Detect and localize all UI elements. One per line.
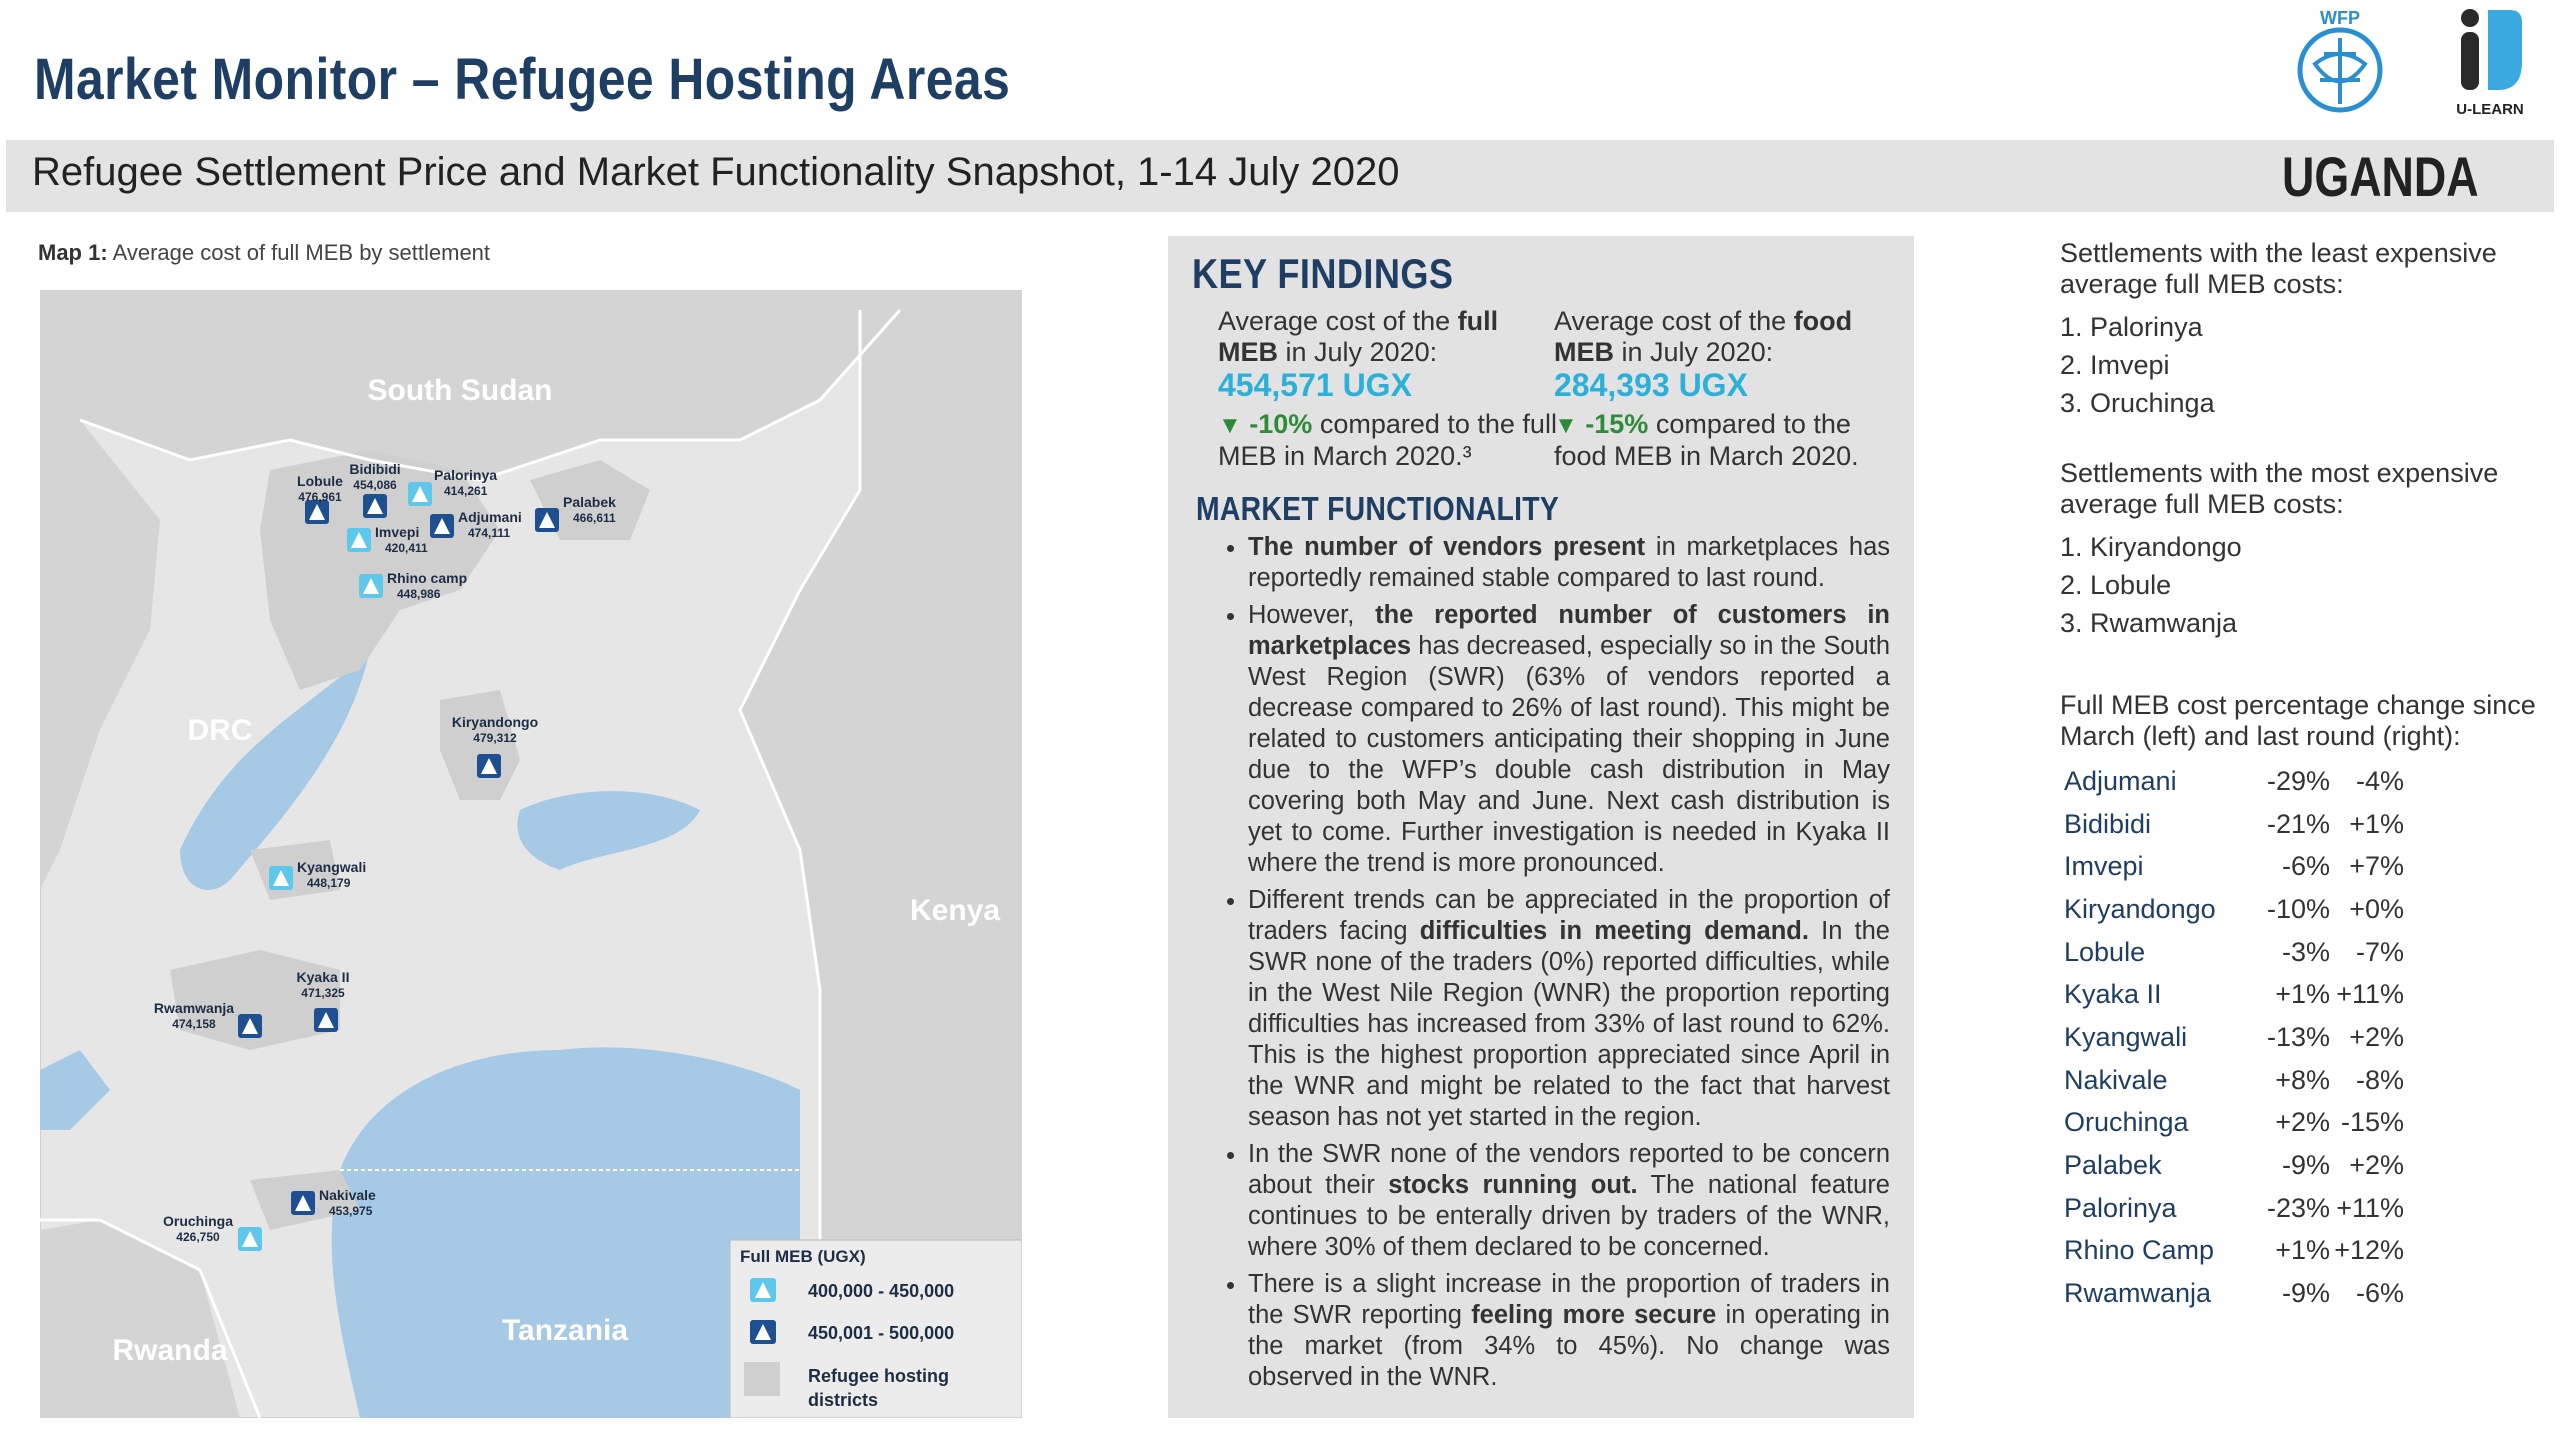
label-south-sudan: South Sudan	[367, 374, 553, 407]
last-round-change-cell: +12%	[2334, 1235, 2404, 1266]
settlement-value: 471,325	[301, 986, 345, 1000]
march-change-cell: +1%	[2275, 1235, 2330, 1266]
country-label: UGANDA	[2282, 145, 2479, 208]
least-expensive-list	[2060, 308, 2540, 422]
settlement-marker-icon	[238, 1014, 262, 1038]
label-drc: DRC	[187, 714, 253, 747]
uganda-map	[40, 290, 1022, 1418]
label-rwanda: Rwanda	[112, 1334, 228, 1367]
settlement-name: Adjumani	[458, 509, 522, 525]
bullet-item: • The number of vendors present in marketplaces has reportedly remained stable compared to last round.	[1248, 532, 1890, 594]
last-round-change-cell: -4%	[2355, 765, 2404, 796]
most-expensive-heading: Settlements with the most expensive average full MEB costs:	[2060, 458, 2499, 519]
page-subtitle: Refugee Settlement Price and Market Functionality Snapshot, 1-14 July 2020	[32, 150, 1400, 194]
settlement-name-cell: Kyaka II	[2064, 979, 2162, 1010]
march-change-cell: -9%	[2281, 1278, 2330, 1309]
settlement-name-cell: Kyangwali	[2064, 1021, 2188, 1052]
page-title: Market Monitor – Refugee Hosting Areas	[34, 47, 1011, 112]
settlement-value: 448,179	[307, 876, 351, 890]
food-meb-value: 284,393 UGX	[1554, 367, 1748, 403]
label-kenya: Kenya	[909, 894, 1001, 927]
wfp-logo-text: WFP	[2320, 8, 2360, 28]
map-legend	[730, 1240, 1022, 1418]
settlement-value: 454,086	[353, 478, 397, 492]
table-row	[2060, 803, 2404, 846]
march-change-cell: -23%	[2266, 1192, 2330, 1223]
last-round-change-cell: -8%	[2355, 1064, 2404, 1095]
legend-low-icon	[750, 1278, 776, 1302]
march-change-cell: -29%	[2266, 765, 2330, 796]
settlement-name-cell: Rwamwanja	[2064, 1278, 2212, 1309]
settlement-name-cell: Palorinya	[2064, 1192, 2177, 1223]
last-round-change-cell: -7%	[2355, 936, 2404, 967]
march-change-cell: -3%	[2281, 936, 2330, 967]
settlement-value: 414,261	[444, 484, 488, 498]
settlement-name-cell: Bidibidi	[2064, 808, 2152, 839]
table-row	[2060, 1230, 2404, 1273]
settlement-name: Rwamwanja	[153, 1000, 235, 1016]
settlement-marker-icon	[269, 866, 293, 890]
market-functionality-title: MARKET FUNCTIONALITY	[1196, 490, 1560, 527]
change-heading: Full MEB cost percentage change since March (left) and last round (right):	[2060, 690, 2536, 751]
settlement-name-cell: Adjumani	[2064, 765, 2177, 796]
march-change-cell: -13%	[2266, 1021, 2330, 1052]
settlement-name: Kyangwali	[297, 859, 367, 875]
map-caption-text: Average cost of full MEB by settlement	[112, 240, 491, 265]
bullet-item: • However, the reported number of customers in marketplaces has decreased, especially so in the South West Region (SWR) (63% of vendors reported a decrease compared to 26% of last round). This might be related to customers anticipating their shopping in June due to the WFP’s double cash distribution in May covering both May and June. Next cash distribution is yet to come. Further investigation is needed in Kyaka II where the trend is more pronounced.	[1248, 600, 1890, 879]
table-row	[2060, 1187, 2404, 1230]
legend-title: Full MEB (UGX)	[740, 1247, 866, 1266]
settlement-name: Imvepi	[375, 524, 420, 540]
least-expensive-heading: Settlements with the least expensive average full MEB costs:	[2060, 238, 2497, 299]
full-meb-description: Average cost of the full MEB in July 2020:	[1218, 306, 1499, 367]
map-caption	[38, 240, 490, 266]
legend-district-swatch	[744, 1362, 780, 1396]
bullet-item: • Different trends can be appreciated in the proportion of traders facing difficulties in meeting demand. In the SWR none of the traders (0%) reported difficulties, while in the West Nile Region (WNR) the proportion reporting difficulties has increased from 33% of last round to 62%. This is the highest proportion appreciated since April in the WNR and might be related to the fact that harvest season has not yet started in the region.	[1248, 885, 1890, 1133]
march-change-cell: +2%	[2275, 1107, 2330, 1138]
list-item: 3. Rwamwanja	[2060, 608, 2238, 638]
settlement-rankings	[2060, 238, 2540, 1315]
settlement-value: 474,111	[468, 526, 511, 540]
table-row	[2060, 1059, 2404, 1102]
settlement-value: 479,312	[473, 731, 517, 745]
last-round-change-cell: -6%	[2355, 1278, 2404, 1309]
ulearn-logo	[2440, 4, 2540, 120]
down-triangle-icon: ▼	[1218, 412, 1242, 439]
most-expensive-list	[2060, 528, 2540, 642]
settlement-name: Oruchinga	[162, 1213, 234, 1229]
settlement-marker-icon	[291, 1191, 315, 1215]
legend-district-label: Refugee hosting districts	[808, 1366, 950, 1410]
wfp-logo	[2280, 4, 2400, 120]
table-row	[2060, 1272, 2404, 1315]
march-change-cell: +8%	[2275, 1064, 2330, 1095]
full-meb-change: ▼ -10% compared to the full MEB in March 2020.³	[1218, 409, 1557, 471]
table-row	[2060, 931, 2404, 974]
settlement-name: Kyaka II	[296, 969, 350, 985]
march-change-cell: -10%	[2266, 893, 2330, 924]
settlement-name: Rhino camp	[387, 570, 468, 586]
full-meb-value: 454,571 UGX	[1218, 367, 1412, 403]
settlement-value: 420,411	[385, 541, 428, 555]
last-round-change-cell: +11%	[2336, 979, 2404, 1010]
settlement-name-cell: Oruchinga	[2064, 1107, 2189, 1138]
settlement-name-cell: Lobule	[2064, 936, 2146, 967]
list-item: 2. Imvepi	[2060, 350, 2170, 380]
last-round-change-cell: +1%	[2349, 808, 2404, 839]
settlement-name-cell: Nakivale	[2064, 1064, 2168, 1095]
table-row	[2060, 1102, 2404, 1145]
table-row	[2060, 1016, 2404, 1059]
bullet-item: • There is a slight increase in the proportion of traders in the SWR reporting feeling more secure in operating in the market (from 34% to 45%). No change was observed in the WNR.	[1248, 1269, 1890, 1393]
last-round-change-cell: +0%	[2349, 893, 2404, 924]
settlement-name-cell: Rhino Camp	[2064, 1235, 2215, 1266]
legend-low-label: 400,000 - 450,000	[808, 1281, 955, 1301]
settlement-value: 448,986	[397, 587, 441, 601]
settlement-marker-icon	[408, 482, 432, 506]
settlement-marker-icon	[430, 514, 454, 538]
last-round-change-cell: +11%	[2336, 1192, 2404, 1223]
market-functionality-bullets	[1200, 532, 1890, 1399]
table-row	[2060, 845, 2404, 888]
settlement-marker-icon	[477, 754, 501, 778]
settlement-marker-icon	[359, 574, 383, 598]
settlement-value: 426,750	[176, 1230, 220, 1244]
settlement-name: Nakivale	[319, 1187, 376, 1203]
last-round-change-cell: +7%	[2349, 851, 2404, 882]
list-item: 1. Kiryandongo	[2060, 532, 2242, 562]
change-table	[2060, 760, 2404, 1315]
legend-high-icon	[750, 1320, 776, 1344]
march-change-cell: -9%	[2281, 1150, 2330, 1181]
settlement-name: Lobule	[297, 473, 343, 489]
label-tanzania: Tanzania	[501, 1314, 629, 1347]
food-meb-finding	[1554, 306, 1894, 472]
ulearn-logo-text: U-LEARN	[2456, 101, 2524, 118]
march-change-cell: -6%	[2281, 851, 2330, 882]
down-triangle-icon: ▼	[1554, 412, 1578, 439]
full-meb-finding	[1218, 306, 1558, 472]
key-findings-panel	[1168, 236, 1914, 1418]
last-round-change-cell: +2%	[2349, 1150, 2404, 1181]
legend-high-label: 450,001 - 500,000	[808, 1323, 955, 1343]
map-caption-label: Map 1:	[38, 240, 108, 265]
settlement-name: Palabek	[563, 494, 616, 510]
settlement-name: Bidibidi	[349, 461, 401, 477]
settlement-name-cell: Kiryandongo	[2064, 893, 2216, 924]
settlement-value: 476,961	[298, 490, 342, 504]
settlement-marker-icon	[238, 1227, 262, 1251]
settlement-marker-icon	[347, 528, 371, 552]
settlement-marker-icon	[363, 494, 387, 518]
last-round-change-cell: +2%	[2349, 1021, 2404, 1052]
table-row	[2060, 888, 2404, 931]
bullet-item: • In the SWR none of the vendors reported to be concern about their stocks running out. The national feature continues to be enterally driven by traders of the WNR, where 30% of them declared to be concerned.	[1248, 1139, 1890, 1263]
last-round-change-cell: -15%	[2340, 1107, 2404, 1138]
food-meb-description: Average cost of the food MEB in July 2020:	[1554, 306, 1853, 367]
settlement-value: 453,975	[329, 1204, 373, 1218]
table-row	[2060, 973, 2404, 1016]
list-item: 2. Lobule	[2060, 570, 2172, 600]
march-change-cell: +1%	[2275, 979, 2330, 1010]
settlement-name: Palorinya	[434, 467, 498, 483]
settlement-name-cell: Imvepi	[2064, 851, 2144, 882]
food-meb-change: ▼ -15% compared to the food MEB in March 2020.	[1554, 409, 1859, 471]
table-row	[2060, 1144, 2404, 1187]
list-item: 1. Palorinya	[2060, 312, 2203, 342]
settlement-value: 466,611	[573, 511, 616, 525]
settlement-marker-icon	[535, 508, 559, 532]
settlement-marker-icon	[314, 1008, 338, 1032]
key-findings-title: KEY FINDINGS	[1192, 250, 1454, 297]
settlement-name-cell: Palabek	[2064, 1150, 2162, 1181]
list-item: 3. Oruchinga	[2060, 388, 2215, 418]
table-row	[2060, 760, 2404, 803]
settlement-name: Kiryandongo	[451, 714, 539, 730]
settlement-value: 474,158	[172, 1017, 216, 1031]
march-change-cell: -21%	[2266, 808, 2330, 839]
